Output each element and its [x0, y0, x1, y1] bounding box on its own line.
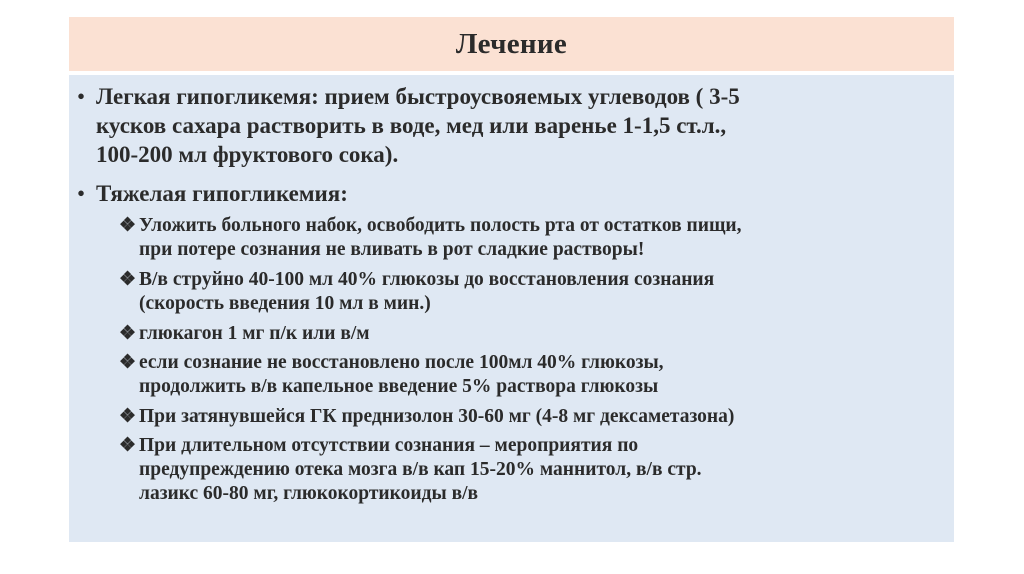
content-box	[69, 75, 954, 542]
sub-item-position-patient: Уложить больного набок, освободить полость рта от остатков пищи, при потере сознания не вливать в рот сладкие растворы!	[139, 215, 742, 260]
diamond-bullet-icon: ❖	[119, 352, 137, 373]
diamond-bullet-icon: ❖	[119, 269, 137, 290]
diamond-bullet-icon: ❖	[119, 406, 137, 427]
title-bar	[69, 17, 954, 71]
main-item-mild-hypoglycemia: Легкая гипогликемя: прием быстроусвояемых углеводов ( 3-5 кусков сахара растворить в воде, мед или варенье 1-1,5 ст.л., 100-200 мл фруктового сока).	[96, 84, 740, 167]
diamond-bullet-icon: ❖	[119, 323, 137, 344]
sub-item-prednisolone: При затянувшейся ГК преднизолон 30-60 мг (4-8 мг дексаметазона)	[139, 406, 735, 427]
diamond-bullet-icon: ❖	[119, 435, 137, 456]
main-item-severe-hypoglycemia: Тяжелая гипогликемия:	[96, 181, 348, 206]
bullet-icon: •	[77, 181, 86, 206]
slide-title: Лечение	[455, 27, 568, 60]
diamond-bullet-icon: ❖	[119, 215, 137, 236]
sub-item-iv-glucose: В/в струйно 40-100 мл 40% глюкозы до восстановления сознания (скорость введения 10 мл в мин.)	[139, 269, 715, 314]
bullet-icon: •	[77, 84, 86, 109]
sub-item-glucagon: глюкагон 1 мг п/к или в/м	[139, 323, 370, 344]
sub-item-cerebral-edema: При длительном отсутствии сознания – мероприятия по предупреждению отека мозга в/в кап 15-20% маннитол, в/в стр. лазикс 60-80 мг, глюкокортикоиды в/в	[139, 435, 702, 504]
sub-item-continue-drip: если сознание не восстановлено после 100мл 40% глюкозы, продолжить в/в капельное введение 5% раствора глюкозы	[139, 352, 664, 397]
